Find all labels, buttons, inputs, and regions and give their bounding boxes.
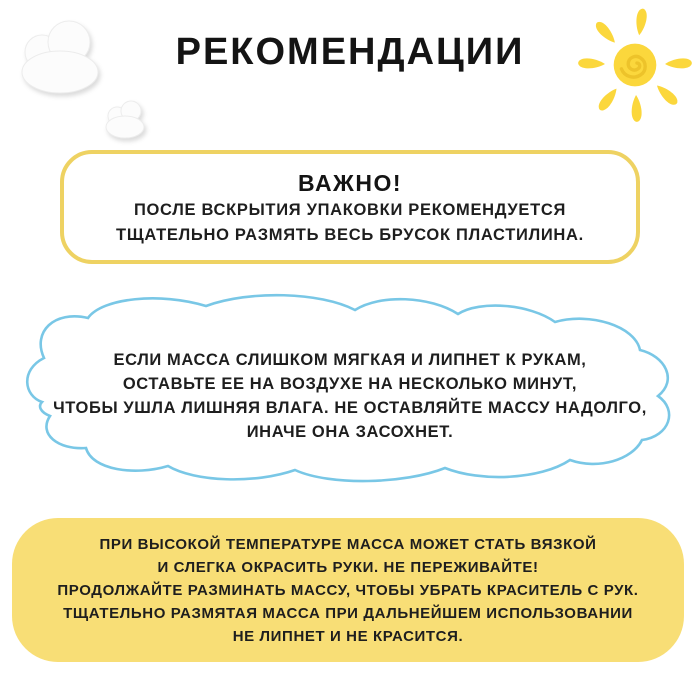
cloud-note-line: ЧТОБЫ УШЛА ЛИШНЯЯ ВЛАГА. НЕ ОСТАВЛЯЙТЕ МАССУ НАДОЛГО,	[53, 399, 647, 417]
cloud-note-text	[10, 283, 690, 485]
warning-line: ПРИ ВЫСОКОЙ ТЕМПЕРАТУРЕ МАССА МОЖЕТ СТАТЬ ВЯЗКОЙ	[99, 536, 597, 553]
important-heading: ВАЖНО!	[297, 170, 403, 196]
cloud-speech-bubble	[10, 283, 690, 485]
important-note-box	[60, 150, 640, 264]
warning-line: ПРОДОЛЖАЙТЕ РАЗМИНАТЬ МАССУ, ЧТОБЫ УБРАТЬ КРАСИТЕЛЬ С РУК.	[57, 582, 639, 599]
important-line: ТЩАТЕЛЬНО РАЗМЯТЬ ВЕСЬ БРУСОК ПЛАСТИЛИНА.	[116, 226, 584, 244]
cloud-note-line: ОСТАВЬТЕ ЕЕ НА ВОЗДУХЕ НА НЕСКОЛЬКО МИНУТ,	[122, 375, 578, 393]
warning-line: НЕ ЛИПНЕТ И НЕ КРАСИТСЯ.	[232, 628, 464, 645]
page-title: РЕКОМЕНДАЦИИ	[175, 31, 525, 73]
warning-line: И СЛЕГКА ОКРАСИТЬ РУКИ. НЕ ПЕРЕЖИВАЙТЕ!	[157, 559, 539, 576]
important-line: ПОСЛЕ ВСКРЫТИЯ УПАКОВКИ РЕКОМЕНДУЕТСЯ	[133, 201, 567, 219]
clay-sun-icon	[572, 2, 698, 128]
cloud-note-line: ИНАЧЕ ОНА ЗАСОХНЕТ.	[246, 423, 454, 441]
warning-line: ТЩАТЕЛЬНО РАЗМЯТАЯ МАССА ПРИ ДАЛЬНЕЙШЕМ ИСПОЛЬЗОВАНИИ	[63, 605, 633, 622]
clay-cloud-small-icon	[100, 96, 152, 140]
temperature-warning-box	[12, 518, 684, 662]
cloud-note-line: ЕСЛИ МАССА СЛИШКОМ МЯГКАЯ И ЛИПНЕТ К РУКАМ,	[113, 351, 587, 369]
